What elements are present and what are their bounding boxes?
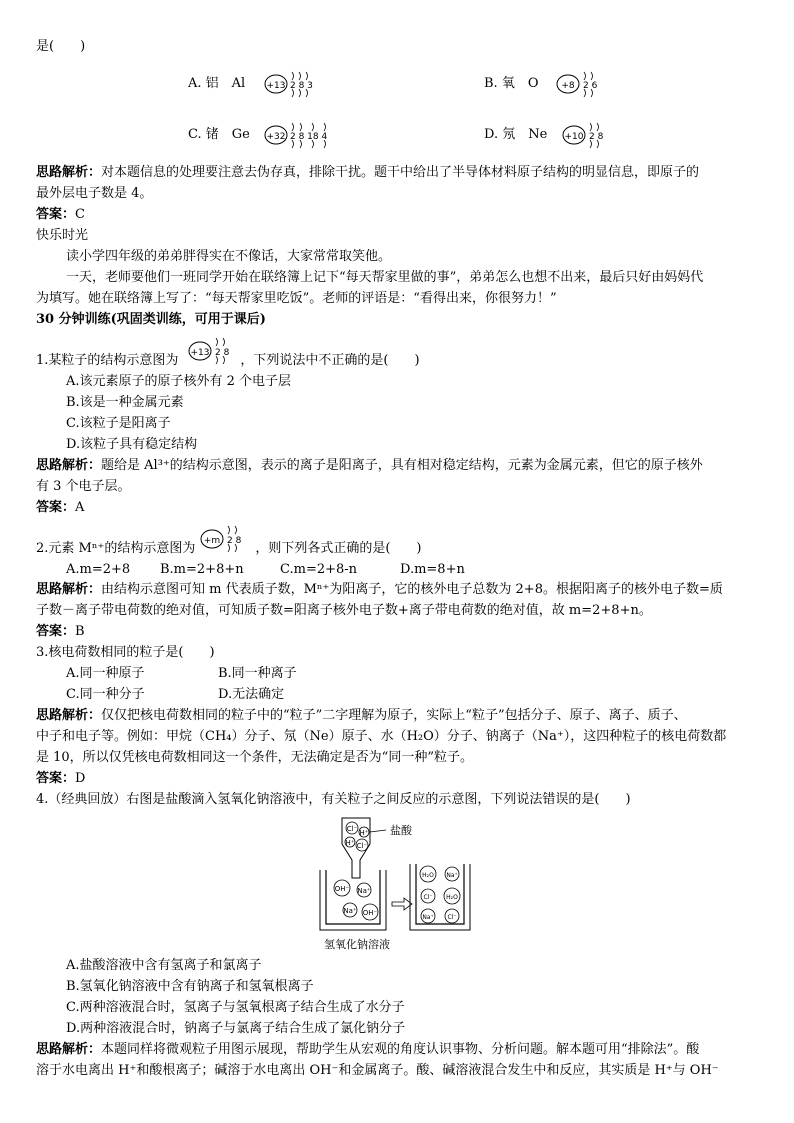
svg-text:2 6: 2 6: [583, 81, 598, 91]
q2-analysis-line1: 思路解析：由结构示意图可知 m 代表质子数，Mⁿ⁺为阳离子，它的核外电子总数为 2+8。根据阳离子的核外电子数=质: [36, 582, 723, 597]
option-b: B. 氧 O: [484, 76, 539, 91]
atom-diagram-ne: [560, 115, 630, 155]
q2-option-a: A.m=2+8: [66, 562, 131, 577]
ion-diagram-q1: [186, 330, 248, 372]
atom-diagram-o: [554, 64, 624, 104]
svg-text:H₂O: H₂O: [422, 872, 434, 879]
q1-option-a: A.该元素原子的原子核外有 2 个电子层: [66, 374, 292, 389]
q1-option-b: B.该是一种金属元素: [66, 395, 184, 410]
svg-text:氢氧化钠溶液: 氢氧化钠溶液: [324, 938, 390, 951]
atom-diagram-al: [262, 64, 332, 104]
q3-option-c: C.同一种分子: [66, 687, 145, 702]
q4-option-d: D.两种溶液混合时，钠离子与氯离子结合生成了氯化钠分子: [66, 1021, 406, 1036]
svg-text:Cl⁻: Cl⁻: [346, 825, 358, 833]
svg-text:Na⁺: Na⁺: [422, 914, 434, 921]
q4-analysis-line1: 思路解析：本题同样将微观粒子用图示展现，帮助学生从宏观的角度认识事物、分析问题。解本题可用“排除法”。酸: [36, 1042, 700, 1057]
svg-text:Cl⁻: Cl⁻: [423, 894, 433, 901]
q1-analysis-line1: 思路解析：题给是 Al³⁺的结构示意图，表示的离子是阳离子，具有相对稳定结构，元素为金属元素，但它的原子核外: [36, 458, 703, 473]
joke-p1: 读小学四年级的弟弟胖得实在不像话，大家常常取笑他。: [66, 249, 392, 264]
svg-text:+13: +13: [190, 348, 210, 358]
q4-option-c: C.两种溶液混合时，氢离子与氢氧根离子结合生成了水分子: [66, 1000, 405, 1015]
svg-text:H₂O: H₂O: [446, 894, 458, 901]
svg-text:Na⁺: Na⁺: [357, 887, 371, 895]
svg-text:2 8: 2 8: [227, 536, 242, 546]
q3-analysis-line1: 思路解析：仅仅把核电荷数相同的粒子中的“粒子”二字理解为原子，实际上“粒子”包括分子、原子、离子、质子、: [36, 708, 687, 723]
q2-stem: 2.元素 Mⁿ⁺的结构示意图为 ，则下列各式正确的是( ): [36, 541, 422, 556]
q1-stem: 1.某粒子的结构示意图为 ，下列说法中不正确的是( ): [36, 353, 420, 368]
svg-text:OH⁻: OH⁻: [362, 909, 378, 917]
joke-p2b: 为填写。她在联络簿上写了：“每天帮家里吃饭”。老师的评语是：“看得出来，你很努力！”: [36, 291, 557, 306]
svg-text:OH⁻: OH⁻: [334, 885, 350, 893]
svg-text:+10: +10: [564, 132, 584, 142]
q4-option-b: B.氢氧化钠溶液中含有钠离子和氢氧根离子: [66, 979, 314, 994]
q3-analysis-line2: 中子和电子等。例如：甲烷（CH₄）分子、氖（Ne）原子、水（H₂O）分子、钠离子（Na⁺），这四种粒子的核电荷数都: [36, 729, 727, 744]
analysis-0-line2: 最外层电子数是 4。: [36, 186, 153, 201]
svg-text:2 8: 2 8: [589, 132, 604, 142]
joke-p2a: 一天，老师要他们一班同学开始在联络簿上记下“每天帮家里做的事”，弟弟怎么也想不出来，最后只好由妈妈代: [66, 270, 704, 285]
svg-text:+8: +8: [561, 81, 575, 91]
q4-stem: 4.（经典回放）右图是盐酸滴入氢氧化钠溶液中，有关粒子之间反应的示意图，下列说法错误的是( ): [36, 792, 631, 807]
q1-option-c: C.该粒子是阳离子: [66, 416, 171, 431]
option-a: A. 铝 Al: [188, 76, 246, 91]
svg-text:Cl⁻: Cl⁻: [356, 842, 368, 850]
svg-text:2 8: 2 8: [215, 348, 230, 358]
q3-option-b: B.同一种离子: [218, 666, 297, 681]
analysis-0-line1: 思路解析：对本题信息的处理要注意去伪存真，排除干扰。题干中给出了半导体材料原子结构的明显信息，即原子的: [36, 165, 700, 180]
svg-text:+m: +m: [203, 536, 221, 546]
svg-text:2 8 18 4: 2 8 18 4: [290, 132, 328, 142]
svg-text:H⁺: H⁺: [359, 829, 369, 837]
q3-stem: 3.核电荷数相同的粒子是( ): [36, 645, 215, 660]
q2-option-b: B.m=2+8+n: [160, 562, 244, 577]
q2-analysis-line2: 子数－离子带电荷数的绝对值，可知质子数=阳离子核外电子数+离子带电荷数的绝对值，故 m=2+8+n。: [36, 603, 652, 618]
joke-title: 快乐时光: [36, 228, 89, 243]
q2-answer: 答案：B: [36, 624, 85, 639]
q4-option-a: A.盐酸溶液中含有氢离子和氯离子: [66, 958, 262, 973]
q1-analysis-line2: 有 3 个电子层。: [36, 479, 131, 494]
q2-option-c: C.m=2+8-n: [280, 562, 358, 577]
option-c: C. 锗 Ge: [188, 127, 250, 142]
neutralization-figure: [312, 812, 482, 954]
svg-text:+32: +32: [266, 132, 286, 142]
svg-text:Na⁺: Na⁺: [446, 872, 458, 879]
q3-option-a: A.同一种原子: [66, 666, 145, 681]
svg-text:Cl⁻: Cl⁻: [447, 914, 457, 921]
svg-text:Na⁺: Na⁺: [343, 907, 357, 915]
svg-text:H⁺: H⁺: [345, 839, 355, 847]
section-title: 30 分钟训练(巩固类训练，可用于课后): [36, 312, 266, 327]
svg-text:盐酸: 盐酸: [390, 824, 412, 837]
q3-answer: 答案：D: [36, 771, 86, 786]
ion-diagram-q2: [198, 518, 260, 560]
svg-text:2 8 3: 2 8 3: [290, 81, 313, 91]
answer-0: 答案：C: [36, 207, 85, 222]
q4-analysis-line2: 溶于水电离出 H⁺和酸根离子；碱溶于水电离出 OH⁻和金属离子。酸、碱溶液混合发生中和反应，其实质是 H⁺与 OH⁻: [36, 1063, 719, 1078]
q1-answer: 答案：A: [36, 500, 85, 515]
q3-option-d: D.无法确定: [218, 687, 285, 702]
option-d: D. 氖 Ne: [484, 127, 548, 142]
svg-text:+13: +13: [266, 81, 286, 91]
q3-analysis-line3: 是 10，所以仅凭核电荷数相同这一个条件，无法确定是否为“同一种”粒子。: [36, 750, 473, 765]
atom-diagram-ge: [262, 115, 342, 155]
q2-option-d: D.m=8+n: [400, 562, 465, 577]
question-tail: 是( ): [36, 39, 86, 54]
q1-option-d: D.该粒子具有稳定结构: [66, 437, 198, 452]
